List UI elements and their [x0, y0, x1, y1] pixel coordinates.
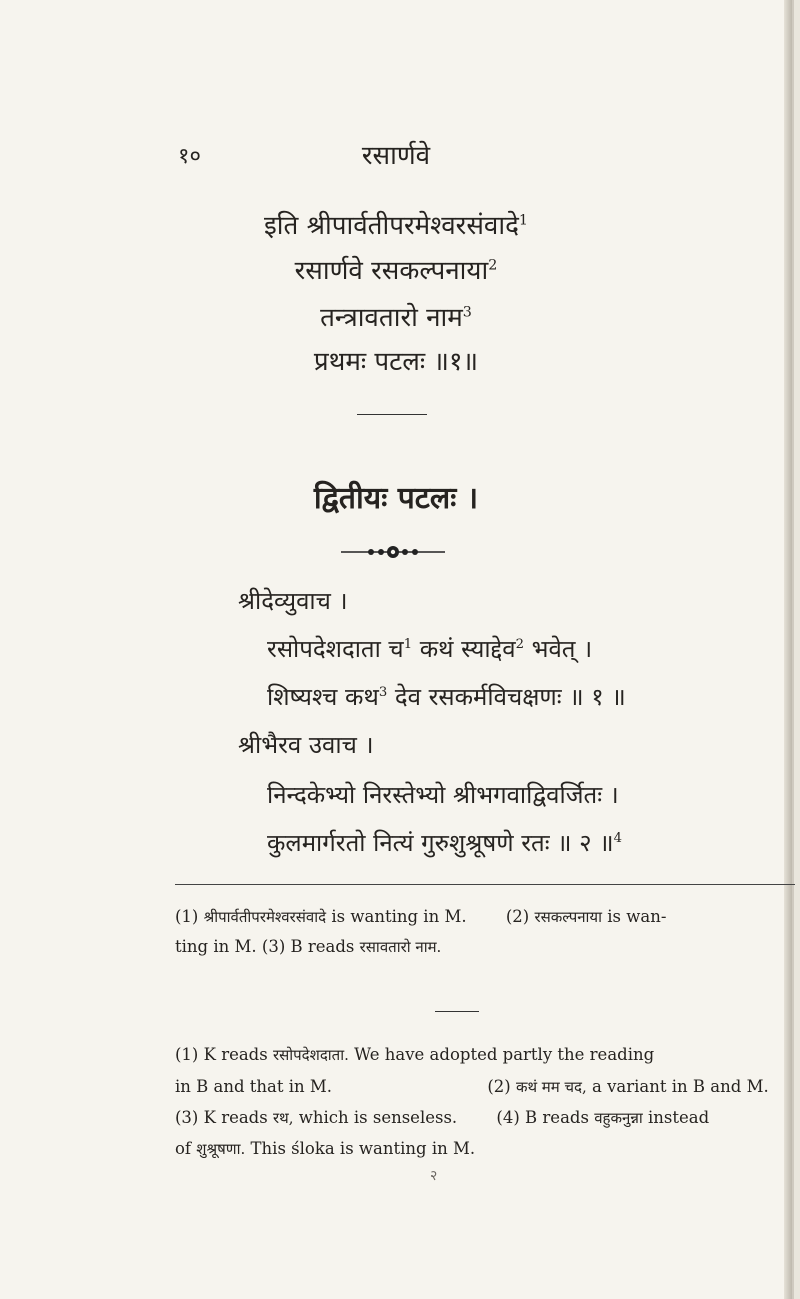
footnote-line: (3) K reads रथ, which is senseless. (4) B reads वहुकनुन्ना instead [175, 1108, 710, 1127]
divider [357, 414, 427, 415]
footnote-line: in B and that in M. (2) कथं मम चद, a variant in B and M. [175, 1077, 769, 1096]
verse-line: शिष्यश्च कथ$^3$ देव रसकर्मविचक्षणः ॥ १ ॥ [267, 683, 626, 711]
verse-speaker: श्रीदेव्युवाच । [238, 587, 348, 615]
verse-line: निन्दकेभ्यो निरस्तेभ्यो श्रीभगवाद्विवर्जितः । [267, 781, 619, 809]
footnote-ref: 3 [462, 304, 472, 321]
page-number: १० [178, 144, 201, 169]
footnote-ref: 2 [488, 257, 498, 274]
footnote-rule [175, 884, 795, 885]
colophon-line-1: इति श्रीपार्वतीपरमेश्वरसंवादे$^1$ [263, 211, 528, 241]
signature-mark: २ [430, 1168, 438, 1184]
page-edge [784, 0, 792, 1299]
divider [435, 1011, 479, 1012]
verse-line: रसोपदेशदाता च$^1$ कथं स्याद्देव$^2$ भवेत् । [267, 635, 593, 663]
colophon-line-3: तन्त्रावतारो नाम$^3$ [320, 303, 472, 333]
verse-line: कुलमार्गरतो नित्यं गुरुशुश्रूषणे रतः ॥ २ ॥$^4$ [267, 829, 623, 857]
footnote-line: (1) K reads रसोपदेशदाता. We have adopted partly the reading [175, 1045, 655, 1064]
footnote-ref: 1 [518, 212, 528, 229]
footnote-line: ting in M. (3) B reads रसावतारो नाम. [175, 937, 442, 956]
footnote-line: (1) श्रीपार्वतीपरमेश्वरसंवादे is wanting in M. (2) रसकल्पनाया is wan- [175, 907, 667, 926]
colophon-line-4: प्रथमः पटलः ॥१॥ [313, 347, 479, 377]
colophon-line-2: रसार्णवे रसकल्पनाया$^2$ [294, 256, 498, 286]
ornament-divider [341, 542, 445, 562]
chapter-heading: द्वितीयः पटलः । [313, 481, 479, 516]
verse-speaker: श्रीभैरव उवाच । [238, 731, 374, 759]
footnote-line: of शुश्रूषणा. This śloka is wanting in M. [175, 1139, 476, 1158]
running-title: रसार्णवे [361, 141, 431, 171]
